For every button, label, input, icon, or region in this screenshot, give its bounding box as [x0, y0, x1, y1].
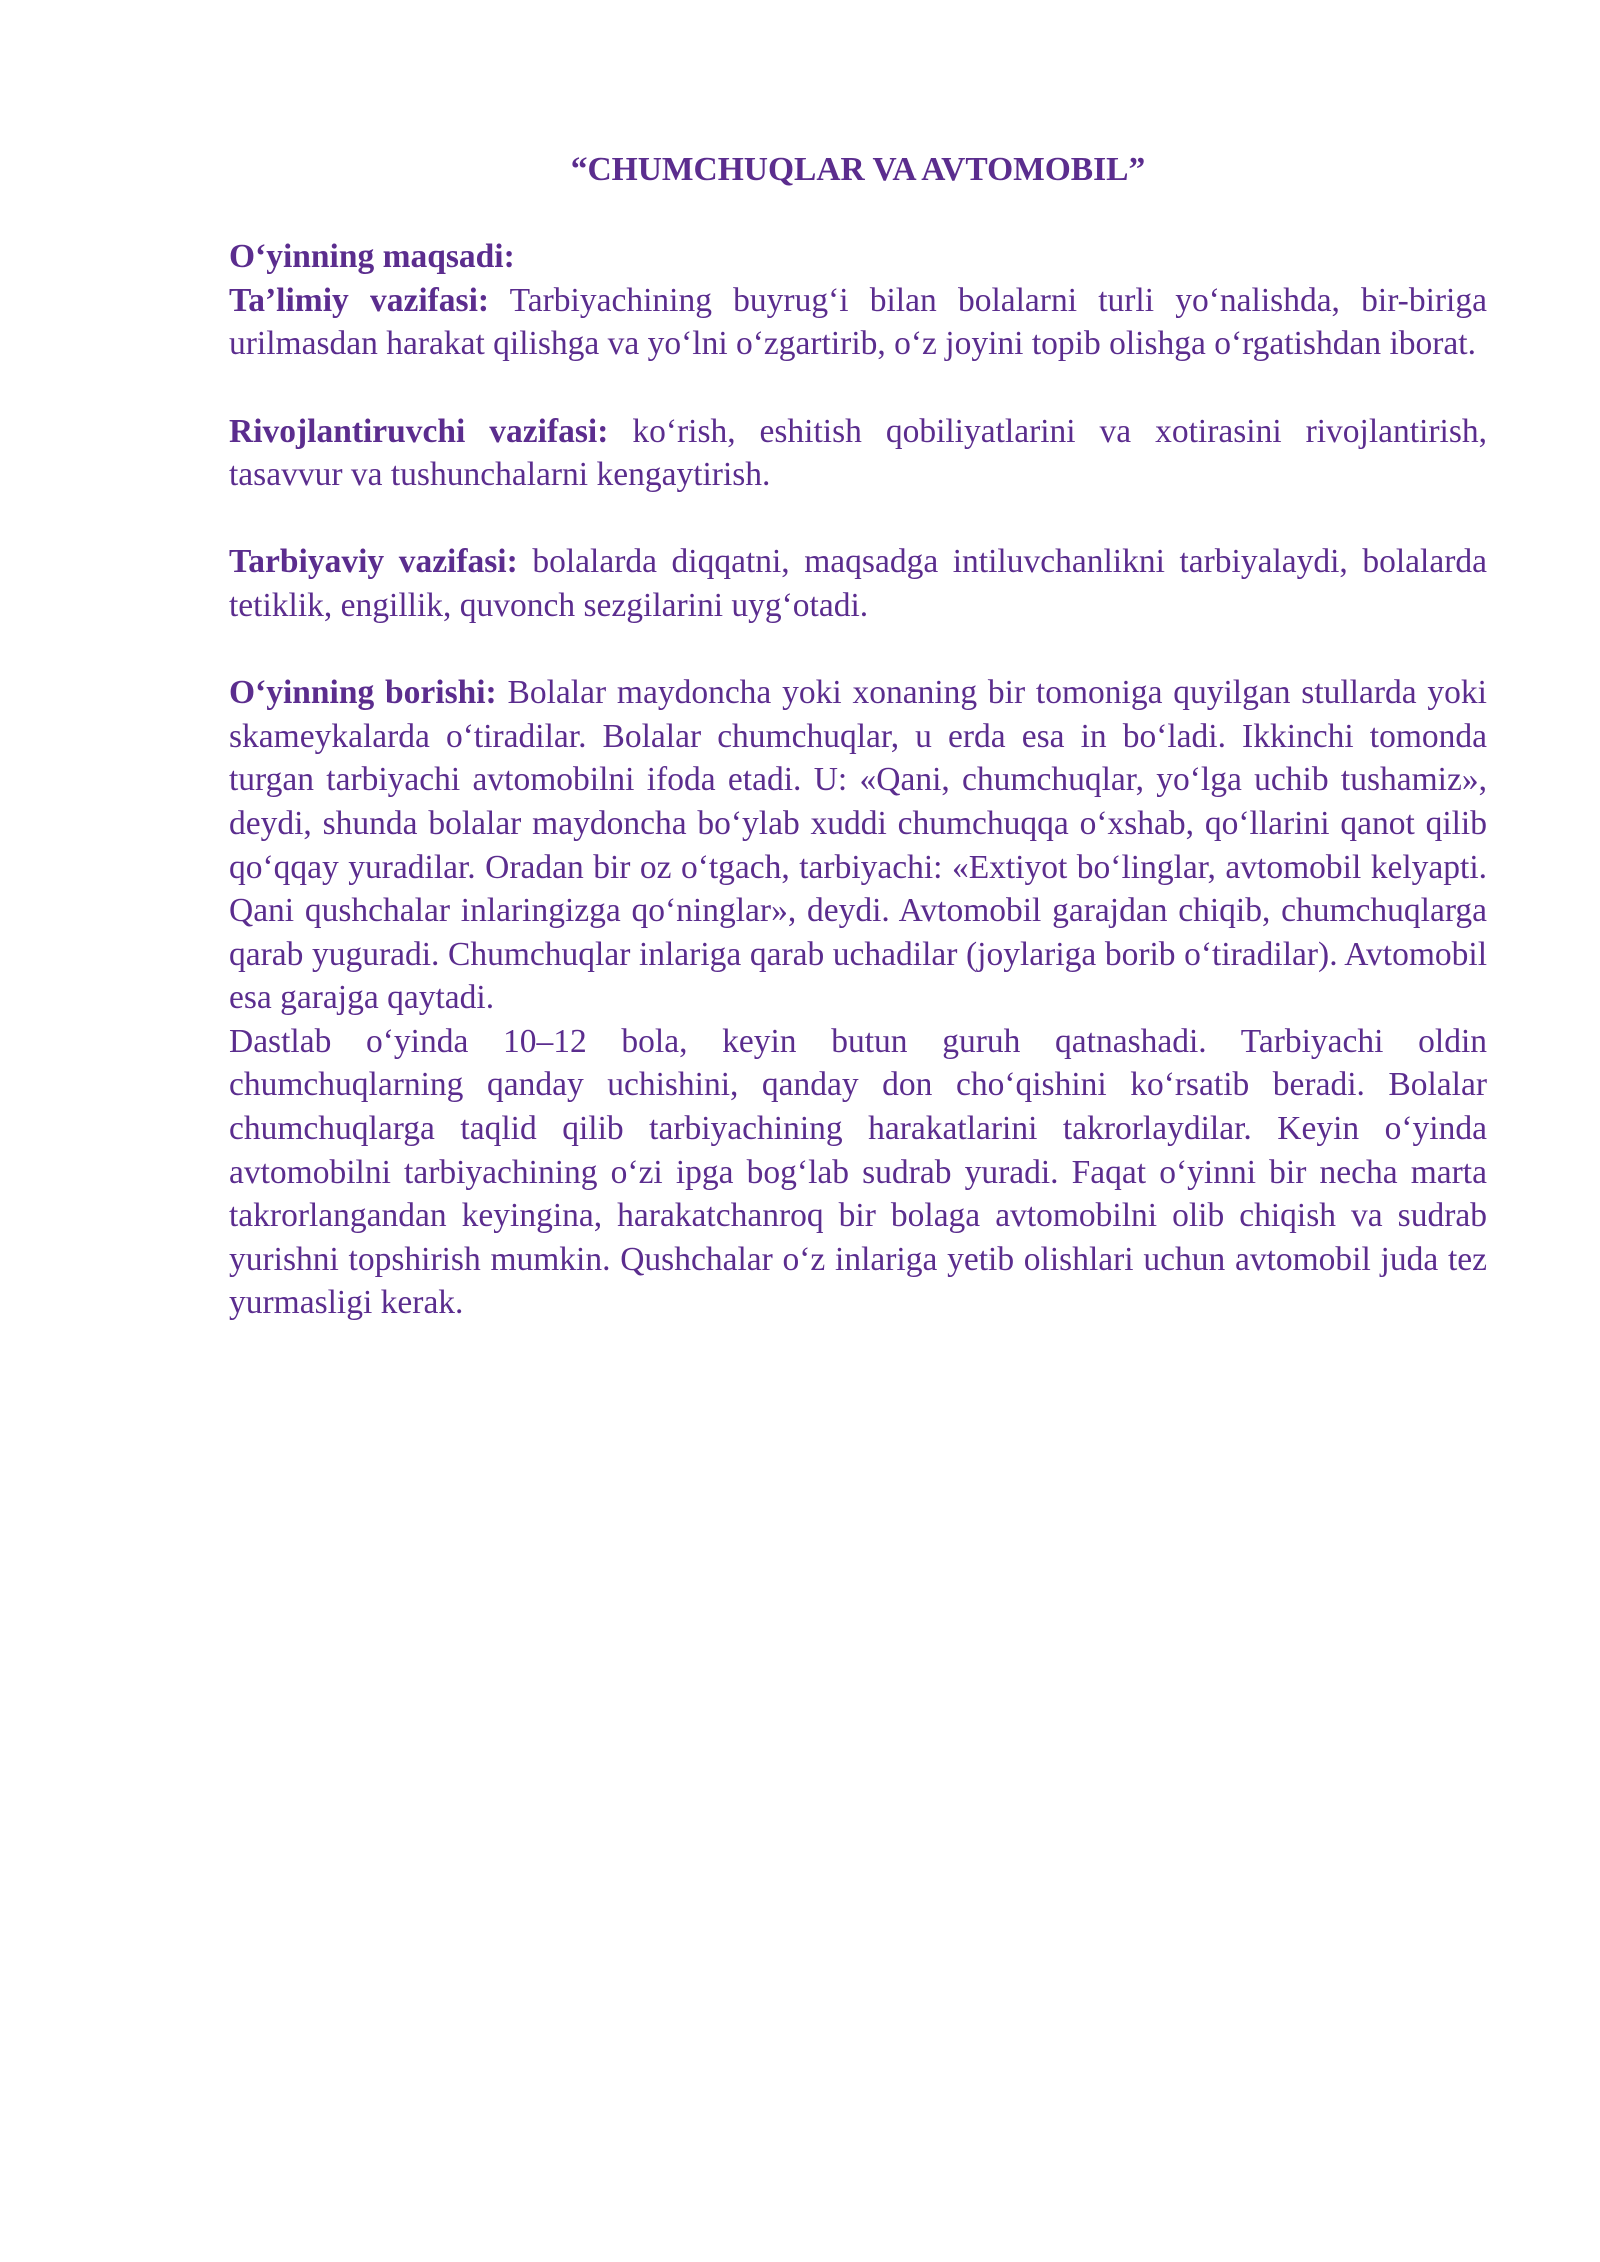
educational-task-text: Tarbiyachining buyrug‘i bilan bolalarni turli yo‘nalishda, bir-biriga urilmasdan harakat qilishga va yo‘lni o‘zgartirib, o‘z joyini topib olishga o‘rgatishdan iborat.	[229, 281, 1487, 363]
game-course-label: O‘yinning borishi:	[229, 674, 497, 712]
educational-task-label: Ta’limiy vazifasi:	[229, 281, 490, 319]
upbringing-task-label: Tarbiyaviy vazifasi:	[229, 543, 518, 581]
developmental-task-paragraph	[229, 410, 1487, 497]
final-paragraph: Dastlab o‘yinda 10–12 bola, keyin butun guruh qatnashadi. Tarbiyachi oldin chumchuqlarning qanday uchishini, qanday don cho‘qishini ko‘rsatib beradi. Bolalar chumchuqlarga taqlid qilib tarbiyachining harakatlarini takrorlaydilar. Keyin o‘yinda avtomobilni tarbiyachining o‘zi ipga bog‘lab sudrab yuradi. Faqat o‘yinni bir necha marta takrorlangandan keyingina, harakatchanroq bir bolaga avtomobilni olib chiqish va sudrab yurishni topshirish mumkin. Qushchalar o‘z inlariga yetib olishlari uchun avtomobil juda tez yurmasligi kerak.	[229, 1022, 1487, 1322]
document-title: “CHUMCHUQLAR VA AVTOMOBIL”	[570, 151, 1146, 188]
paragraph-spacer	[229, 366, 1487, 410]
paragraph-spacer	[229, 628, 1487, 672]
document-page	[229, 148, 1487, 1325]
upbringing-task-text: bolalarda diqqatni, maqsadga intiluvchanlikni tarbiyalaydi, bolalarda tetiklik, engillik, quvonch sezgilarini uyg‘otadi.	[229, 543, 1487, 624]
paragraph-spacer	[229, 497, 1487, 541]
upbringing-task-paragraph	[229, 540, 1487, 627]
educational-task-paragraph	[229, 279, 1487, 366]
game-course-paragraph	[229, 671, 1487, 1020]
goal-heading: O‘yinning maqsadi:	[229, 238, 515, 276]
game-course-text: Bolalar maydoncha yoki xonaning bir tomoniga quyilgan stullarda yoki skameykalarda o‘tiradilar. Bolalar chumchuqlar, u erda esa in bo‘ladi. Ikkinchi tomonda turgan tarbiyachi avtomobilni ifoda etadi. U: «Qani, chumchuqlar, yo‘lga uchib tushamiz», deydi, shunda bolalar maydoncha bo‘ylab xuddi chumchuqqa o‘xshab, qo‘llarini qanot qilib qo‘qqay yuradilar. Oradan bir oz o‘tgach, tarbiyachi: «Extiyot bo‘linglar, avtomobil kelyapti. Qani qushchalar inlaringizga qo‘ninglar», deydi. Avtomobil garajdan chiqib, chumchuqlarga qarab yuguradi. Chumchuqlar inlariga qarab uchadilar (joylariga borib o‘tiradilar). Avtomobil esa garajga qaytadi.	[229, 674, 1487, 1017]
developmental-task-text: ko‘rish, eshitish qobiliyatlarini va xotirasini rivojlantirish, tasavvur va tushunchalarni kengaytirish.	[229, 412, 1487, 494]
developmental-task-label: Rivojlantiruvchi vazifasi:	[229, 412, 609, 450]
